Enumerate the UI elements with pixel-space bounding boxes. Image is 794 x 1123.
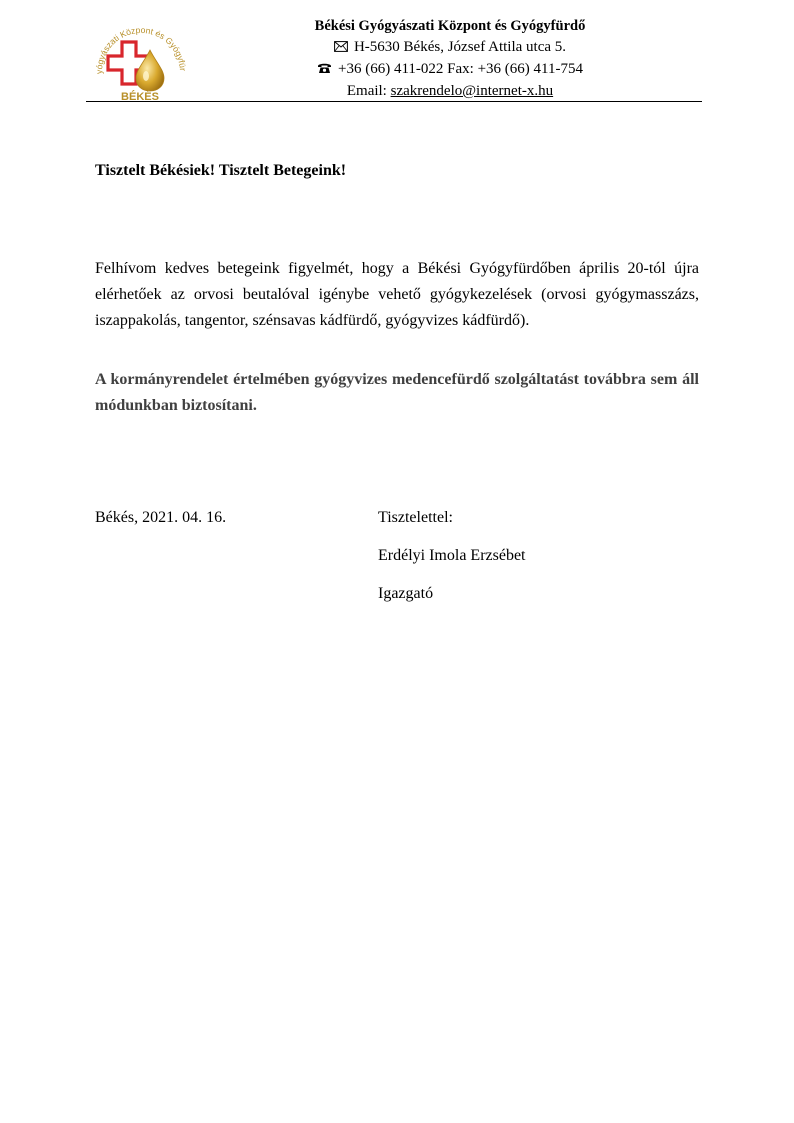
logo-arc-text: yógyászati Központ és Gyógyfür [93,24,189,74]
letterhead [250,16,650,102]
logo-city-text: BÉKÉS [121,91,159,102]
organization-name: Békési Gyógyászati Központ és Gyógyfürdő [314,18,586,34]
envelope-icon [334,38,348,59]
logo-graphic [84,14,194,102]
logo [84,14,194,102]
phone-line [250,59,650,81]
email-label: Email: [346,83,387,99]
address-line [250,37,650,59]
closing: Tisztelettel: [378,509,453,526]
phone-fax-text: +36 (66) 411-022 Fax: +36 (66) 411-754 [338,61,583,77]
pool-notice: A kormányrendelet értelmében gyógyvizes medencefürdő szolgáltatást továbbra sem áll módunkban biztosítani. [95,371,699,414]
header-divider [86,101,702,102]
letter-date: Békés, 2021. 04. 16. [95,509,227,526]
announcement-paragraph: Felhívom kedves betegeink figyelmét, hogy a Békési Gyógyfürdőben április 20-tól újra elérhetőek az orvosi beutalóval igénybe vehető gyógykezelések (orvosi gyógymasszázs, iszappakolás, tangentor, szénsavas kádfürdő, gyógyvizes kádfürdő). [95,260,699,329]
email-link[interactable]: szakrendelo@internet-x.hu [390,83,554,99]
signatory-name: Erdélyi Imola Erzsébet [378,547,526,564]
signatory-title: Igazgató [378,585,434,602]
telephone-icon [317,60,332,81]
email-line [250,81,650,102]
greeting: Tisztelt Békésiek! Tisztelt Betegeink! [95,162,347,179]
address-text: H-5630 Békés, József Attila utca 5. [353,39,567,55]
